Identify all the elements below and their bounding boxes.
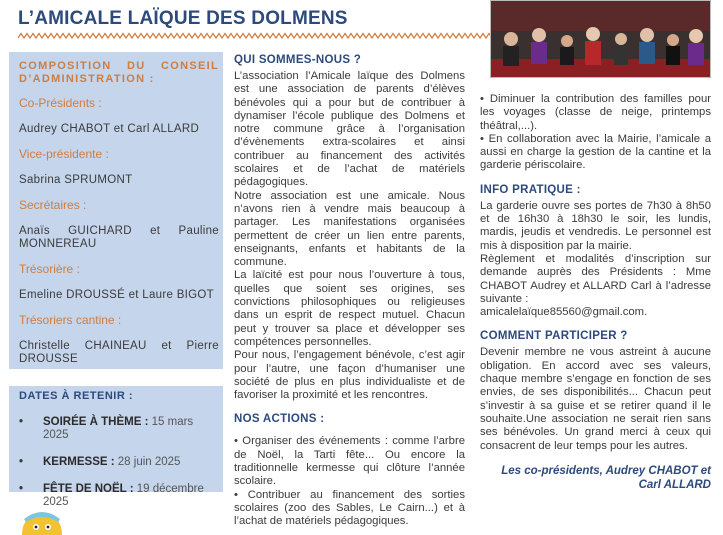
participer-paragraph: Devenir membre ne vous astreint à aucune obligation. En accord avec ses valeurs, chaque membre s’engage en fonction de ses envies, de ses disponibilités... Chacun peut s’investir à sa guise et se retirer quand il le souhaite.Une association ne serait rien sans ses bénévoles. Un grand merci à ceux qui consacrent de leur temps pour les autres. <box>480 346 711 452</box>
date-item <box>19 456 219 469</box>
date-value: 28 juin 2025 <box>117 456 181 468</box>
role-label: Trésoriers cantine : <box>19 313 122 327</box>
mascot-icon <box>18 507 68 535</box>
date-value: 19 décembre 2025 <box>43 483 204 508</box>
date-value: 15 mars 2025 <box>43 416 194 441</box>
role-label: Secrétaires : <box>19 198 87 212</box>
date-label: FÊTE DE NOËL : <box>43 483 134 495</box>
conseil-heading: COMPOSITION DU CONSEIL D’ADMINISTRATION : <box>19 60 219 85</box>
signature: Les co-présidents, Audrey CHABOT et Carl ALLARD <box>501 464 711 491</box>
role-label: Trésorière : <box>19 262 80 276</box>
role-names: Emeline DROUSSÉ et Laure BIGOT <box>19 289 214 301</box>
column-right <box>480 93 711 492</box>
action-item: • Contribuer au financement des sorties scolaires (zoo des Sables, Le Cairn...) et à l’achat de matériels pédagogiques. <box>234 488 465 528</box>
action-item: • Organiser des événements : comme l’arbre de Noël, la Tarti fête... Ou encore la traditionnelle kermesse qui clôture l’année scolaire. <box>234 435 465 488</box>
info-heading: INFO PRATIQUE : <box>480 183 581 196</box>
role-label: Vice-présidente : <box>19 147 109 161</box>
info-paragraph: Règlement et modalités d’inscription sur demande auprès des Présidents : Mme CHABOT Audrey et ALLARD Carl à l’adresse suivante : <box>480 252 711 305</box>
date-item <box>19 483 219 509</box>
bullet-icon: • <box>19 483 24 495</box>
action-item: • En collaboration avec la Mairie, l’amicale a aussi en charge la gestion de la cantine et la garderie périscolaire. <box>480 132 711 172</box>
participer-heading: COMMENT PARTICIPER ? <box>480 330 628 343</box>
bullet-icon: • <box>19 456 24 468</box>
date-label: KERMESSE : <box>43 456 115 468</box>
info-paragraph: La garderie ouvre ses portes de 7h30 à 8h50 et de 16h30 à 18h30 le soir, les lundis, mardis, jeudis et vendredis. Le personnel est mis à disposition par la mairie. <box>480 199 711 252</box>
date-label: SOIRÉE À THÈME : <box>43 416 149 428</box>
actions-heading: NOS ACTIONS : <box>234 413 325 426</box>
zigzag-divider <box>18 32 492 40</box>
contact-email[interactable]: amicalelaïque85560@gmail.com. <box>480 306 648 319</box>
dates-box <box>9 386 223 508</box>
dates-heading: DATES À RETENIR : <box>19 390 134 402</box>
column-middle <box>234 54 465 529</box>
role-names: Sabrina SPRUMONT <box>19 174 133 186</box>
bullet-icon: • <box>19 416 24 428</box>
conseil-box <box>9 52 223 369</box>
role-names: Anaïs GUICHARD et Pauline MONNEREAU <box>19 225 219 250</box>
qui-paragraph: L’association l’Amicale laïque des Dolmens est une association de parents d’élèves bénévoles qui a pour but de contribuer à dynamiser l’école publique des Dolmens et notre commune grâce à l’organisation d’évènements extra-scolaires et ainsi contribuer au financement des activités scolaires et de l’achat de matériels pédagogiques. <box>234 70 465 189</box>
qui-paragraph: La laïcité est pour nous l’ouverture à tous, quelles que soient ses origines, ses convictions philosophiques ou religieuses dans un esprit de respect mutuel. Chacun peut y trouver sa place et développer ses compétences personnelles. <box>234 269 465 348</box>
action-item: • Diminuer la contribution des familles pour les voyages (classe de neige, printemps théâtral,...). <box>480 93 711 132</box>
qui-paragraph: Notre association est une amicale. Nous n’avons rien à vendre mais beaucoup à partager. Les manifestations organisées permettent de créer un lien entre parents, enseignants, enfants et habitants de la commune. <box>234 189 465 269</box>
qui-heading: QUI SOMMES-NOUS ? <box>234 54 362 66</box>
qui-paragraph: Pour nous, l’engagement bénévole, c’est agir pour l’autre, une façon d’humaniser une société de plus en plus individualiste et de favoriser la proximité et les rencontres. <box>234 349 465 402</box>
date-item <box>19 416 219 442</box>
page-title: L’AMICALE LAÏQUE DES DOLMENS <box>18 8 348 29</box>
group-photo <box>490 0 711 78</box>
role-names: Audrey CHABOT et Carl ALLARD <box>19 123 200 135</box>
role-names: Christelle CHAINEAU et Pierre DROUSSE <box>19 340 219 365</box>
role-label: Co-Présidents : <box>19 96 102 110</box>
